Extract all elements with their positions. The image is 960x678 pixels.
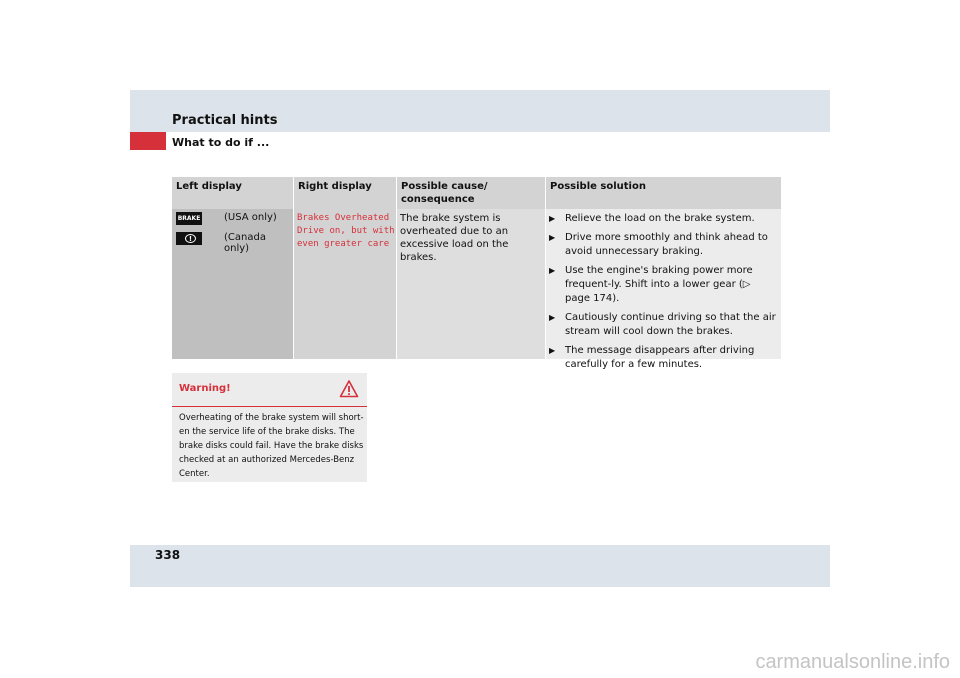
warning-triangle-icon bbox=[339, 379, 359, 399]
cause-text: The brake system is overheated due to an excessive load on the brakes. bbox=[400, 213, 509, 263]
subsection-title: What to do if ... bbox=[172, 136, 270, 149]
warning-title: Warning! bbox=[179, 383, 231, 394]
section-title: Practical hints bbox=[172, 113, 278, 128]
bullet-arrow-icon: ▶ bbox=[549, 233, 556, 242]
solution-text: Cautiously continue driving so that the air stream will cool down the brakes. bbox=[565, 312, 776, 337]
watermark: carmanualsonline.info bbox=[755, 651, 950, 673]
bullet-arrow-icon: ▶ bbox=[549, 346, 556, 355]
page-number: 338 bbox=[155, 548, 181, 562]
usa-only-label: (USA only) bbox=[224, 212, 277, 223]
brake-circle-warning-icon bbox=[176, 232, 202, 245]
solution-item bbox=[549, 344, 777, 372]
canada-only-label: (Canada only) bbox=[224, 232, 266, 254]
column-header-label: Possible solution bbox=[550, 181, 646, 192]
solution-item bbox=[549, 231, 777, 259]
column-header bbox=[172, 177, 293, 209]
column-header-label: Left display bbox=[176, 181, 242, 192]
display-messages-table bbox=[172, 177, 781, 370]
column-header bbox=[546, 177, 781, 209]
column-header-label: Right display bbox=[298, 181, 372, 192]
bullet-arrow-icon: ▶ bbox=[549, 266, 556, 275]
bullet-arrow-icon: ▶ bbox=[549, 214, 556, 223]
column-header-label: Possible cause/ consequence bbox=[401, 181, 488, 205]
section-marker bbox=[130, 132, 166, 150]
solution-item bbox=[549, 212, 777, 226]
solution-column bbox=[546, 177, 781, 370]
solution-item bbox=[549, 311, 777, 339]
solution-item bbox=[549, 264, 777, 306]
bullet-arrow-icon: ▶ bbox=[549, 313, 556, 322]
warning-box bbox=[172, 373, 367, 482]
left-display-column bbox=[172, 177, 293, 359]
cause-column bbox=[397, 177, 545, 359]
solution-text: Drive more smoothly and think ahead to avoid unnecessary braking. bbox=[565, 232, 768, 257]
solution-list bbox=[549, 212, 777, 377]
right-display-column bbox=[294, 177, 396, 359]
column-header bbox=[294, 177, 396, 209]
solution-text: Use the engine's braking power more frequent-ly. Shift into a lower gear (▷ page 174). bbox=[565, 265, 753, 304]
warning-header bbox=[172, 373, 367, 407]
display-message: Brakes Overheated Drive on, but with even greater care bbox=[297, 213, 395, 249]
warning-text: Overheating of the brake system will short-en the service life of the brake disks. The brake disks could fail. Have the brake disks checked at an authorized Mercedes-Benz Center. bbox=[179, 413, 364, 479]
column-header bbox=[397, 177, 545, 209]
brake-warning-lamp-icon bbox=[176, 212, 202, 225]
solution-text: Relieve the load on the brake system. bbox=[565, 213, 755, 224]
indicator-symbol-text: BRAKE bbox=[177, 215, 201, 222]
column-body bbox=[172, 209, 293, 359]
solution-text: The message disappears after driving carefully for a few minutes. bbox=[565, 345, 755, 370]
footer-band bbox=[130, 545, 830, 587]
